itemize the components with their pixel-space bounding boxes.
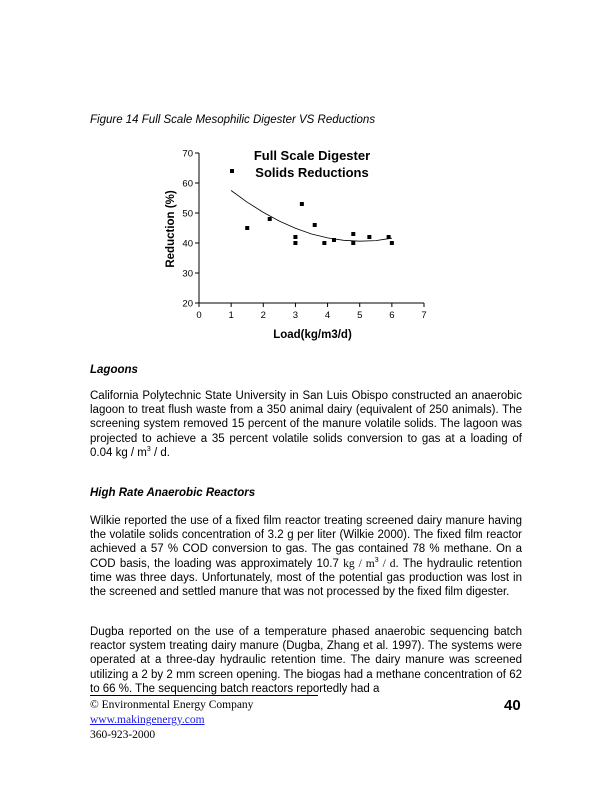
scatter-chart (0, 0, 612, 360)
data-point (322, 241, 326, 245)
x-tick-label: 3 (292, 310, 299, 321)
footer-link[interactable] (90, 714, 205, 726)
data-point (313, 223, 317, 227)
x-tick-label: 2 (260, 310, 266, 321)
data-point (300, 202, 304, 206)
data-point (293, 241, 297, 245)
x-axis-label: Load(kg/m3/d) (273, 329, 352, 341)
y-tick-label: 50 (182, 208, 193, 220)
data-point (293, 235, 297, 239)
x-tick-label: 5 (357, 310, 363, 321)
figure-caption: Figure 14 Full Scale Mesophilic Digester VS Reductions (90, 114, 376, 126)
data-point (390, 241, 394, 245)
data-point (245, 226, 249, 230)
x-tick-label: 7 (421, 310, 427, 321)
footer-divider (90, 695, 318, 696)
unit-per-day: / d (378, 557, 396, 570)
chart-title-line: Full Scale Digester (253, 148, 371, 163)
data-point (332, 238, 336, 242)
paragraph-lagoons-text: California Polytechnic State University in San Luis Obispo constructed an anaerobic lagoon to treat flush waste from a 350 animal dairy (equivalent of 250 animals). The screening system removed 15 percent of the manure volatile solids. The lagoon was projected to achieve a 35 percent volatile solids conversion to gas at a loading of 0.04 kg / m (90, 390, 522, 459)
trendline (231, 191, 392, 242)
footer-phone: 360-923-2000 (90, 729, 156, 741)
paragraph-wilkie-part2: . The hydraulic retention time was three days. Unfortunately, most of the potential gas production was lost in the screened and settled manure that was not processed by the fixed film digester. (90, 557, 522, 599)
footer-url-link[interactable]: www.makingenergy.com (90, 714, 205, 726)
y-tick-label: 60 (182, 178, 193, 190)
data-point (268, 217, 272, 221)
paragraph-wilkie (90, 514, 522, 599)
superscript-3: 3 (146, 445, 151, 453)
footer-company: © Environmental Energy Company (90, 699, 254, 711)
section-heading-high-rate: High Rate Anaerobic Reactors (90, 487, 256, 499)
y-axis-label: Reduction (%) (165, 190, 177, 268)
unit-kg-m3: kg / m (343, 557, 375, 570)
data-point (367, 235, 371, 239)
superscript-3: 3 (374, 556, 379, 564)
chart-title-line: Solids Reductions (255, 165, 369, 180)
paragraph-wilkie-part1: Wilkie reported the use of a fixed film reactor treating screened dairy manure having the volatile solids concentration of 3.2 g per liter (Wilkie 2000). The fixed film reactor achieved a 57 % COD conversion to gas. The gas contained 78 % methane. On a COD basis, the loading was approximately 10.7 (90, 515, 522, 570)
x-tick-label: 1 (228, 310, 234, 321)
x-tick-label: 4 (324, 310, 331, 321)
y-tick-label: 70 (182, 148, 193, 160)
paragraph-lagoons (90, 389, 522, 460)
data-point (351, 232, 355, 236)
data-point (351, 241, 355, 245)
x-tick-label: 6 (389, 310, 395, 321)
data-point (387, 235, 391, 239)
section-heading-lagoons: Lagoons (90, 364, 138, 376)
page-number: 40 (504, 697, 521, 714)
x-tick-label: 0 (196, 310, 202, 321)
y-tick-label: 30 (182, 268, 193, 280)
legend-marker (230, 169, 234, 173)
y-tick-label: 40 (182, 238, 193, 250)
paragraph-dugba: Dugba reported on the use of a temperature phased anaerobic sequencing batch reactor system treating dairy manure (Dugba, Zhang et al. 1997). The systems were operated at a three-day hydraulic retention time. The dairy manure was screened utilizing a 2 by 2 mm screen opening. The biogas had a methane concentration of 62 to 66 %. The sequencing batch reactors reportedly had a (90, 626, 522, 695)
chart-layer (165, 148, 427, 341)
paragraph-lagoons-tail: / d. (150, 446, 170, 459)
y-tick-label: 20 (182, 298, 193, 310)
